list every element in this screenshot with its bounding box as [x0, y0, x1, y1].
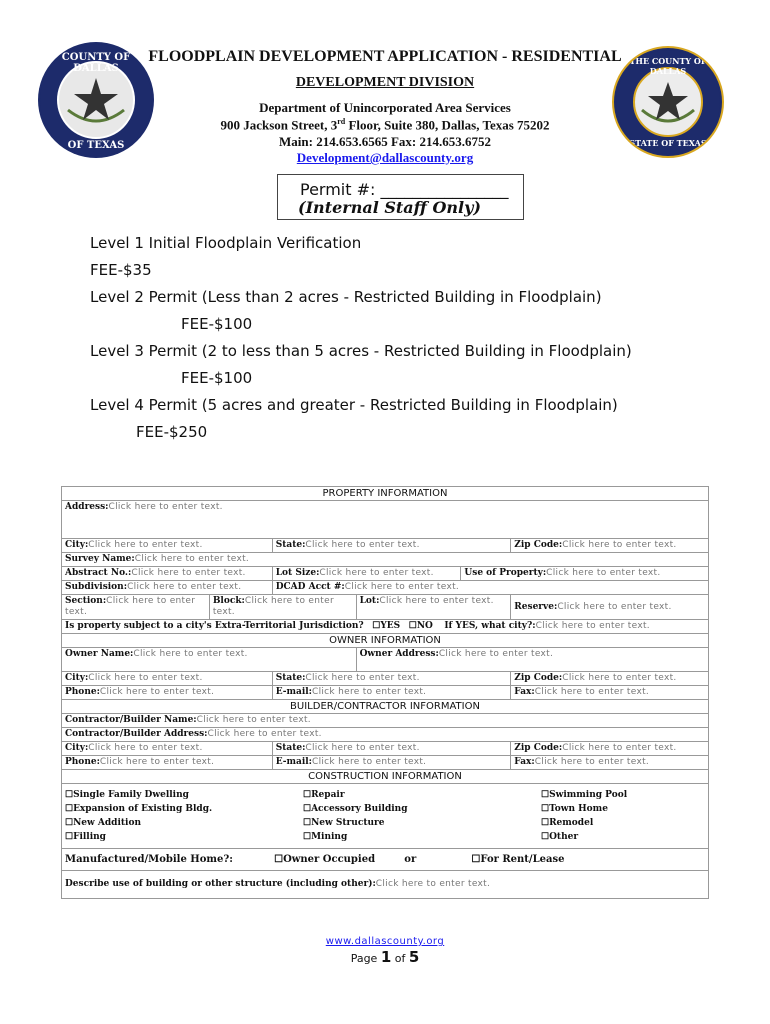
abstract-label: Abstract No.: [65, 568, 132, 578]
address-part-1: 900 Jackson Street, 3 [220, 117, 338, 133]
zip-label: Zip Code: [514, 540, 563, 550]
contractor-name-field[interactable]: Click here to enter text. [196, 715, 311, 725]
describe-use-cell[interactable] [62, 871, 709, 899]
lot-size-label: Lot Size: [275, 568, 320, 578]
seal-right-top-text: THE COUNTY OF DALLAS [629, 56, 707, 76]
lot-label: Lot: [359, 596, 380, 606]
level-4-text: Level 4 Permit (5 acres and greater - Restricted Building in Floodplain) [90, 396, 618, 414]
owner-address-cell[interactable] [356, 648, 708, 672]
contractor-city-field[interactable]: Click here to enter text. [88, 743, 203, 753]
construction-options-cell [62, 784, 709, 849]
address-part-2: Floor, Suite 380, Dallas, Texas 75202 [345, 117, 550, 133]
department-address [140, 117, 630, 133]
department-email-link[interactable]: Development@dallascounty.org [296, 150, 474, 165]
etj-no-checkbox[interactable]: ☐NO [408, 621, 433, 631]
reserve-cell[interactable] [511, 595, 709, 620]
city-field[interactable]: Click here to enter text. [88, 540, 203, 550]
seal-left-top-text: COUNTY OF DALLAS [61, 52, 131, 74]
contractor-state-field[interactable]: Click here to enter text. [305, 743, 420, 753]
permit-internal-note: (Internal Staff Only) [298, 198, 481, 217]
option-new-structure[interactable]: ☐New Structure [303, 818, 385, 828]
owner-city-field[interactable]: Click here to enter text. [88, 673, 203, 683]
survey-name-cell[interactable] [62, 553, 709, 567]
of-word: of [394, 952, 406, 965]
describe-field[interactable]: Click here to enter text. [375, 879, 491, 889]
subdivision-field[interactable]: Click here to enter text. [127, 582, 242, 592]
property-address-cell[interactable] [62, 501, 709, 539]
contractor-state-cell[interactable] [272, 742, 511, 756]
survey-label: Survey Name: [65, 554, 135, 564]
level-2-fee: FEE-$100 [181, 315, 253, 333]
owner-name-field[interactable]: Click here to enter text. [133, 649, 248, 659]
contractor-phone-cell[interactable] [62, 756, 273, 770]
owner-zip-label: Zip Code: [514, 673, 563, 683]
page-indicator [0, 948, 770, 966]
address-superscript: rd [337, 117, 346, 126]
level-1-fee: FEE-$35 [90, 261, 152, 279]
option-accessory-building[interactable]: ☐Accessory Building [303, 804, 408, 814]
block-label: Block: [212, 596, 245, 606]
application-form-table [61, 486, 709, 899]
survey-field[interactable]: Click here to enter text. [134, 554, 250, 564]
contractor-zip-label: Zip Code: [514, 743, 563, 753]
subdivision-cell[interactable] [62, 581, 273, 595]
owner-city-cell[interactable] [62, 672, 273, 686]
owner-fax-label: Fax: [514, 687, 535, 697]
use-of-property-label: Use of Property: [464, 568, 547, 578]
permit-box [277, 174, 524, 220]
owner-email-cell[interactable] [272, 686, 511, 700]
etj-city-field[interactable]: Click here to enter text. [535, 621, 650, 631]
county-seal-left [38, 42, 154, 158]
contractor-zip-field[interactable]: Click here to enter text. [562, 743, 677, 753]
dcad-label: DCAD Acct #: [275, 582, 345, 592]
owner-email-field[interactable]: Click here to enter text. [312, 687, 427, 697]
manufactured-home-cell [62, 849, 709, 871]
contractor-phone-field[interactable]: Click here to enter text. [99, 757, 215, 767]
department-phones: Main: 214.653.6565 Fax: 214.653.6752 [279, 134, 491, 149]
option-mining[interactable]: ☐Mining [303, 832, 348, 842]
section-cell[interactable] [62, 595, 210, 620]
construction-options-grid [65, 788, 705, 844]
owner-city-label: City: [65, 673, 89, 683]
contractor-fax-cell[interactable] [511, 756, 709, 770]
property-city-cell[interactable] [62, 539, 273, 553]
page-total: 5 [408, 948, 420, 966]
state-label: State: [275, 540, 306, 550]
contractor-state-label: State: [275, 743, 306, 753]
lot-size-field[interactable]: Click here to enter text. [319, 568, 434, 578]
section-field[interactable]: Click here to enter text. [65, 596, 196, 617]
level-3-fee: FEE-$100 [181, 369, 253, 387]
section-construction-header: CONSTRUCTION INFORMATION [62, 770, 709, 784]
etj-city-label: If YES, what city?: [444, 621, 536, 631]
department-name: Department of Unincorporated Area Services [259, 100, 511, 115]
section-owner-header: OWNER INFORMATION [62, 634, 709, 648]
address-label: Address: [65, 502, 109, 512]
owner-email-label: E-mail: [275, 687, 312, 697]
owner-address-label: Owner Address: [359, 649, 439, 659]
seal-right-bottom-text: STATE OF TEXAS [629, 138, 707, 148]
option-expansion[interactable]: ☐Expansion of Existing Bldg. [65, 804, 213, 814]
section-label: Section: [65, 596, 107, 606]
lot-field[interactable]: Click here to enter text. [379, 596, 494, 606]
etj-row [62, 620, 709, 634]
owner-zip-field[interactable]: Click here to enter text. [562, 673, 677, 683]
contractor-address-label: Contractor/Builder Address: [65, 729, 208, 739]
etj-question: Is property subject to a city's Extra-Territorial Jurisdiction? [65, 621, 364, 631]
owner-fax-field[interactable]: Click here to enter text. [534, 687, 650, 697]
option-other[interactable]: ☐Other [541, 832, 579, 842]
section-builder-header: BUILDER/CONTRACTOR INFORMATION [62, 700, 709, 714]
page-number: 1 [380, 948, 392, 966]
owner-state-cell[interactable] [272, 672, 511, 686]
contractor-city-cell[interactable] [62, 742, 273, 756]
division-title: DEVELOPMENT DIVISION [295, 75, 475, 90]
city-label: City: [65, 540, 89, 550]
owner-name-label: Owner Name: [65, 649, 134, 659]
option-swimming-pool[interactable]: ☐Swimming Pool [541, 790, 628, 800]
reserve-label: Reserve: [514, 601, 558, 612]
abstract-cell[interactable] [62, 567, 273, 581]
zip-field[interactable]: Click here to enter text. [562, 540, 677, 550]
use-of-property-cell[interactable] [461, 567, 709, 581]
etj-yes-checkbox[interactable]: ☐YES [372, 621, 401, 631]
block-field[interactable]: Click here to enter text. [212, 596, 334, 617]
page-word: Page [350, 952, 378, 965]
dcad-field[interactable]: Click here to enter text. [344, 582, 460, 592]
level-3-text: Level 3 Permit (2 to less than 5 acres - Restricted Building in Floodplain) [90, 342, 632, 360]
or-text: or [404, 854, 417, 865]
contractor-fax-label: Fax: [514, 757, 535, 767]
block-cell[interactable] [209, 595, 356, 620]
for-rent-checkbox[interactable]: ☐For Rent/Lease [471, 854, 565, 865]
option-repair[interactable]: ☐Repair [303, 790, 345, 800]
contractor-email-field[interactable]: Click here to enter text. [312, 757, 427, 767]
describe-label: Describe use of building or other structure (including other): [65, 879, 376, 889]
owner-state-label: State: [275, 673, 306, 683]
contractor-email-cell[interactable] [272, 756, 511, 770]
owner-fax-cell[interactable] [511, 686, 709, 700]
contractor-phone-label: Phone: [65, 757, 100, 767]
owner-phone-field[interactable]: Click here to enter text. [99, 687, 215, 697]
owner-zip-cell[interactable] [511, 672, 709, 686]
option-new-addition[interactable]: ☐New Addition [65, 818, 142, 828]
owner-occupied-checkbox[interactable]: ☐Owner Occupied [274, 854, 376, 865]
section-property-header: PROPERTY INFORMATION [62, 487, 709, 501]
level-4-fee: FEE-$250 [136, 423, 208, 441]
level-2-text: Level 2 Permit (Less than 2 acres - Restricted Building in Floodplain) [90, 288, 602, 306]
abstract-field[interactable]: Click here to enter text. [131, 568, 246, 578]
option-town-home[interactable]: ☐Town Home [541, 804, 608, 814]
lot-size-cell[interactable] [272, 567, 461, 581]
owner-name-cell[interactable] [62, 648, 357, 672]
option-remodel[interactable]: ☐Remodel [541, 818, 594, 828]
owner-phone-label: Phone: [65, 687, 100, 697]
contractor-address-field[interactable]: Click here to enter text. [207, 729, 322, 739]
contractor-city-label: City: [65, 743, 89, 753]
footer-url-link[interactable]: www.dallascounty.org [325, 936, 445, 947]
owner-state-field[interactable]: Click here to enter text. [305, 673, 420, 683]
contractor-email-label: E-mail: [275, 757, 312, 767]
use-of-property-field[interactable]: Click here to enter text. [546, 568, 661, 578]
option-single-family[interactable]: ☐Single Family Dwelling [65, 790, 189, 800]
subdivision-label: Subdivision: [65, 582, 128, 592]
property-zip-cell[interactable] [511, 539, 709, 553]
property-state-cell[interactable] [272, 539, 511, 553]
seal-left-bottom-text: OF TEXAS [67, 140, 125, 151]
contractor-zip-cell[interactable] [511, 742, 709, 756]
reserve-field[interactable]: Click here to enter text. [557, 601, 672, 612]
state-field[interactable]: Click here to enter text. [305, 540, 420, 550]
owner-phone-cell[interactable] [62, 686, 273, 700]
permit-number-label: Permit #: ________________ [300, 180, 509, 199]
contractor-name-cell[interactable] [62, 714, 709, 728]
contractor-address-cell[interactable] [62, 728, 709, 742]
dcad-cell[interactable] [272, 581, 708, 595]
contractor-fax-field[interactable]: Click here to enter text. [534, 757, 650, 767]
contractor-name-label: Contractor/Builder Name: [65, 715, 197, 725]
option-filling[interactable]: ☐Filling [65, 832, 106, 842]
owner-address-field[interactable]: Click here to enter text. [438, 649, 554, 659]
manufactured-label: Manufactured/Mobile Home?: [65, 854, 233, 865]
form-title: FLOODPLAIN DEVELOPMENT APPLICATION - RESIDENTIAL [148, 48, 622, 65]
address-field[interactable]: Click here to enter text. [108, 502, 223, 512]
lot-cell[interactable] [356, 595, 511, 620]
level-1-text: Level 1 Initial Floodplain Verification [90, 234, 362, 252]
